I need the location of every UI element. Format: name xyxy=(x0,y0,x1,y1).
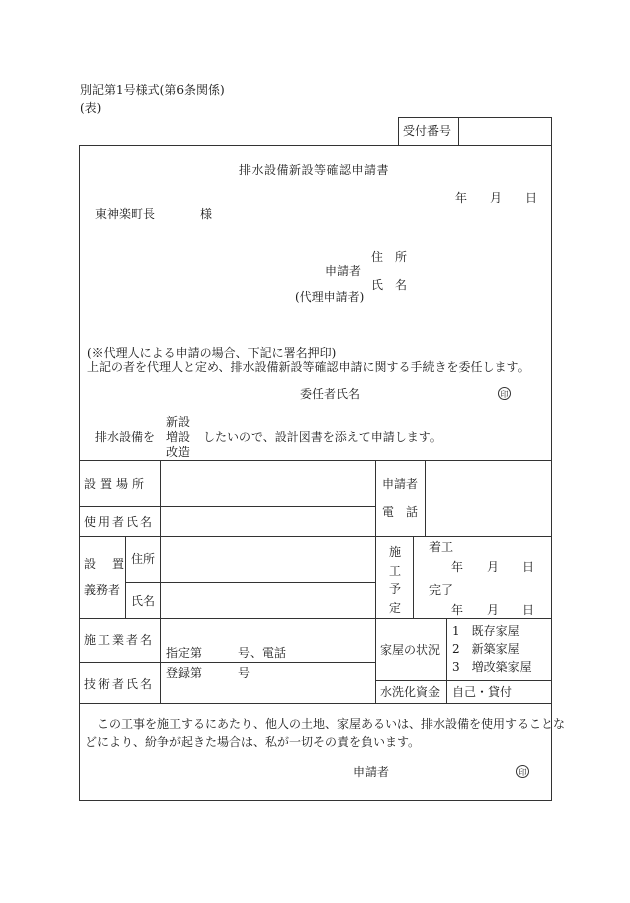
agent-statement: 上記の者を代理人と定め、排水設備新設等確認申請に関する手続きを委任します。 xyxy=(87,360,530,374)
designation-text[interactable]: 指定第 号、電話 xyxy=(166,646,287,660)
delegator-seal-icon: 印 xyxy=(498,387,511,400)
facility-prefix: 排水設備を xyxy=(95,430,156,444)
pledge-seal-icon: 印 xyxy=(516,765,529,778)
obligor-label-2: 義務者 xyxy=(84,583,121,597)
date-year: 年 xyxy=(455,191,468,205)
house-option-new[interactable]: 2 新築家屋 xyxy=(452,642,520,656)
start-month[interactable]: 月 xyxy=(487,560,500,574)
funding-value[interactable]: 自己・貸付 xyxy=(452,685,513,699)
form-title: 排水設備新設等確認申請書 xyxy=(239,163,390,177)
phone-field[interactable] xyxy=(430,465,548,531)
finish-label: 完了 xyxy=(429,583,454,597)
reception-label: 受付番号 xyxy=(403,124,452,138)
addressee: 東神楽町長 xyxy=(95,207,156,221)
schedule-label: 施工予定 xyxy=(388,545,401,615)
facility-suffix: したいので、設計図書を添えて申請します。 xyxy=(203,430,442,444)
obligor-name-field[interactable] xyxy=(164,586,370,614)
work-type-expand[interactable]: 増設 xyxy=(166,430,191,444)
applicant-name-label: 氏 名 xyxy=(371,278,408,292)
applicant-label: 申請者 xyxy=(325,264,362,278)
user-name-label: 使用者氏名 xyxy=(84,515,155,529)
applicant-address-label: 住 所 xyxy=(371,250,408,264)
house-option-remodel[interactable]: 3 増改築家屋 xyxy=(452,660,532,674)
agent-label: (代理申請者) xyxy=(295,290,365,304)
registration-text[interactable]: 登録第 号 xyxy=(166,666,251,680)
pledge-text-line1: この工事を施工するにあたり、他人の土地、家屋あるいは、排水設備を使用することな xyxy=(97,717,566,731)
work-type-modify[interactable]: 改造 xyxy=(166,445,191,459)
contractor-label: 施工業者名 xyxy=(84,633,155,647)
form-number: 別記第1号様式(第6条関係) xyxy=(80,83,225,97)
phone-label: 電 話 xyxy=(382,505,419,519)
table-applicant-label: 申請者 xyxy=(382,477,419,491)
house-option-existing[interactable]: 1 既存家屋 xyxy=(452,624,520,638)
date-month: 月 xyxy=(490,191,503,205)
site-label: 設置場所 xyxy=(84,477,149,491)
pledge-applicant-label: 申請者 xyxy=(353,765,390,779)
finish-year[interactable]: 年 xyxy=(451,603,464,617)
user-name-field[interactable] xyxy=(164,510,370,532)
work-type-new[interactable]: 新設 xyxy=(166,415,191,429)
site-field[interactable] xyxy=(164,465,370,501)
reception-number-field[interactable] xyxy=(465,125,545,139)
delegator-label: 委任者氏名 xyxy=(300,387,361,401)
finish-day[interactable]: 日 xyxy=(522,603,535,617)
agent-note: (※代理人による申請の場合、下記に署名押印) xyxy=(87,346,337,360)
start-label: 着工 xyxy=(429,540,454,554)
obligor-address-label: 住所 xyxy=(131,552,156,566)
side-label: (表) xyxy=(80,101,102,115)
funding-label: 水洗化資金 xyxy=(380,685,441,699)
obligor-name-label: 氏名 xyxy=(131,594,156,608)
finish-month[interactable]: 月 xyxy=(487,603,500,617)
obligor-address-field[interactable] xyxy=(164,540,370,578)
start-year[interactable]: 年 xyxy=(451,560,464,574)
obligor-label-1: 設 置 xyxy=(84,557,127,571)
honorific: 様 xyxy=(200,207,213,221)
pledge-text-line2: どにより、紛争が起きた場合は、私が一切その責を負います。 xyxy=(85,735,421,749)
start-day[interactable]: 日 xyxy=(522,560,535,574)
engineer-label: 技術者氏名 xyxy=(84,677,155,691)
date-day: 日 xyxy=(525,191,538,205)
house-status-label: 家屋の状況 xyxy=(380,643,441,657)
